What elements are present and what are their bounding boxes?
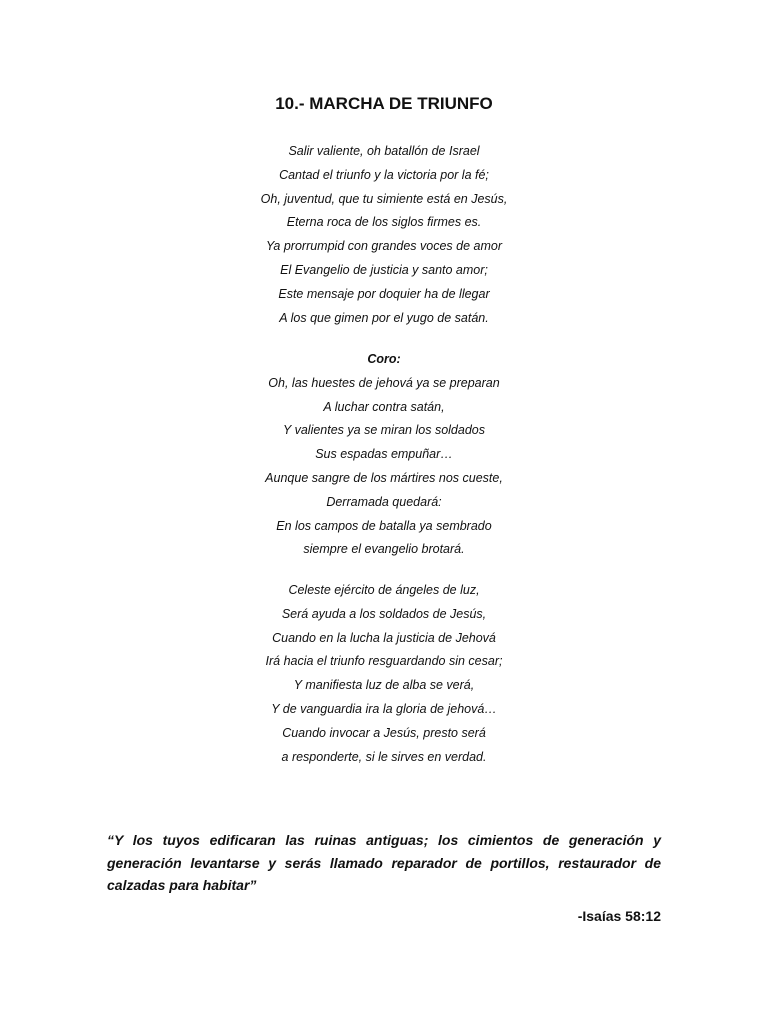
chorus-line: Y valientes ya se miran los soldados: [283, 423, 485, 438]
verse-line: Celeste ejército de ángeles de luz,: [288, 583, 480, 597]
verse-line: Será ayuda a los soldados de Jesús,: [281, 606, 487, 621]
chorus-line: siempre el evangelio brotará.: [303, 542, 465, 557]
verse-line: Cuando invocar a Jesús, presto será: [282, 725, 486, 740]
verse-line: Oh, juventud, que tu simiente está en Jesús,: [260, 191, 508, 206]
verse-line: A los que gimen por el yugo de satán.: [279, 310, 489, 325]
chorus-label: Coro:: [367, 352, 401, 366]
chorus-line: En los campos de batalla ya sembrado: [276, 518, 492, 533]
verse-line: Eterna roca de los siglos firmes es.: [286, 215, 482, 230]
verse-line: Ya prorrumpid con grandes voces de amor: [266, 239, 502, 254]
chorus: [0, 348, 768, 562]
chorus-line: Derramada quedará:: [326, 494, 442, 509]
bible-citation: -Isaías 58:12: [577, 908, 661, 924]
stanza-3: [0, 579, 768, 769]
chorus-line: A luchar contra satán,: [323, 399, 445, 414]
verse-line: Y de vanguardia ira la gloria de jehová…: [271, 701, 497, 716]
verse-line: Cantad el triunfo y la victoria por la fé;: [279, 167, 489, 182]
verse-line: Este mensaje por doquier ha de llegar: [278, 286, 490, 301]
verse-line: Y manifiesta luz de alba se verá,: [293, 678, 475, 693]
verse-line: El Evangelio de justicia y santo amor;: [280, 262, 488, 277]
verse-line: Salir valiente, oh batallón de Israel: [288, 144, 480, 158]
verse-line: a responderte, si le sirves en verdad.: [281, 749, 487, 764]
chorus-line: Oh, las huestes de jehová ya se preparan: [268, 375, 500, 390]
chorus-line: Aunque sangre de los mártires nos cueste,: [265, 470, 503, 485]
verse-line: Cuando en la lucha la justicia de Jehová: [272, 630, 496, 645]
chorus-line: Sus espadas empuñar…: [315, 447, 453, 462]
stanza-1: [0, 140, 768, 330]
song-title: 10.- MARCHA DE TRIUNFO: [275, 94, 493, 113]
bible-quote: “Y los tuyos edificaran las ruinas antiguas; los cimientos de generación y generación levantarse y serás llamado reparador de portillos, restaurador de calzadas para habitar”: [107, 832, 661, 893]
verse-line: Irá hacia el triunfo resguardando sin cesar;: [265, 654, 503, 669]
